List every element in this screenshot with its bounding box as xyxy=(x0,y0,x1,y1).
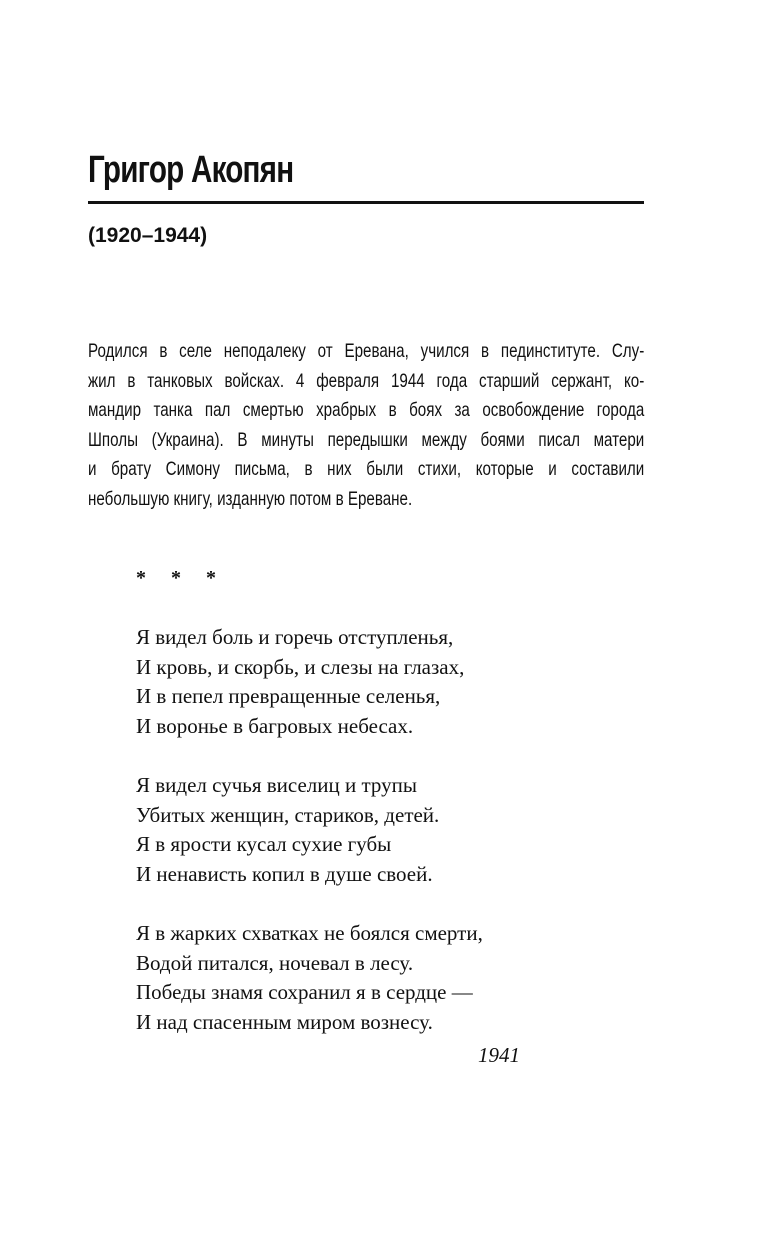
biography-line: жил в танковых войсках. 4 февраля 1944 года старший сержант, ко- xyxy=(88,369,645,392)
biography-line: мандир танка пал смертью храбрых в боях за освобождение города xyxy=(88,399,645,421)
poem-line: И воронье в багровых небесах. xyxy=(136,713,414,738)
poem-line: Я видел сучья виселиц и трупы xyxy=(136,773,417,797)
poem-line: И в пепел превращенные селенья, xyxy=(136,684,441,708)
poem-line: И над спасенным миром вознесу. xyxy=(136,1009,433,1034)
poem-line: Убитых женщин, стариков, детей. xyxy=(136,802,440,827)
poem-line: Я видел боль и горечь отступленья, xyxy=(136,625,454,649)
author-life-dates: (1920–1944) xyxy=(88,224,208,247)
poem-line: Водой питался, ночевал в лесу. xyxy=(136,950,414,975)
biography-line: Родился в селе неподалеку от Еревана, учился в пединституте. Слу- xyxy=(88,340,645,362)
biography-line: и брату Симону письма, в них были стихи, которые и составили xyxy=(88,458,645,480)
heading-divider-rule xyxy=(88,201,644,204)
biography-line: небольшую книгу, изданную потом в Ереване. xyxy=(88,487,413,510)
poem-stanza xyxy=(136,919,483,1037)
poem-stanza xyxy=(136,623,464,741)
poem-line: Победы знамя сохранил я в сердце — xyxy=(136,980,473,1004)
poem-line: Я в жарких схватках не боялся смерти, xyxy=(136,921,483,945)
author-name-heading: Григор Акопян xyxy=(88,149,294,191)
poem-line: Я в ярости кусал сухие губы xyxy=(136,832,392,856)
poem-separator-asterisks: * * * xyxy=(136,567,226,589)
poem-line: И кровь, и скорбь, и слезы на глазах, xyxy=(136,654,465,679)
biography-line: Шполы (Украина). В минуты передышки между боями писал матери xyxy=(88,428,645,451)
poem-line: И ненависть копил в душе своей. xyxy=(136,861,433,886)
biography-paragraph xyxy=(88,337,644,514)
poem-stanza xyxy=(136,771,439,889)
poem-date: 1941 xyxy=(478,1043,520,1067)
